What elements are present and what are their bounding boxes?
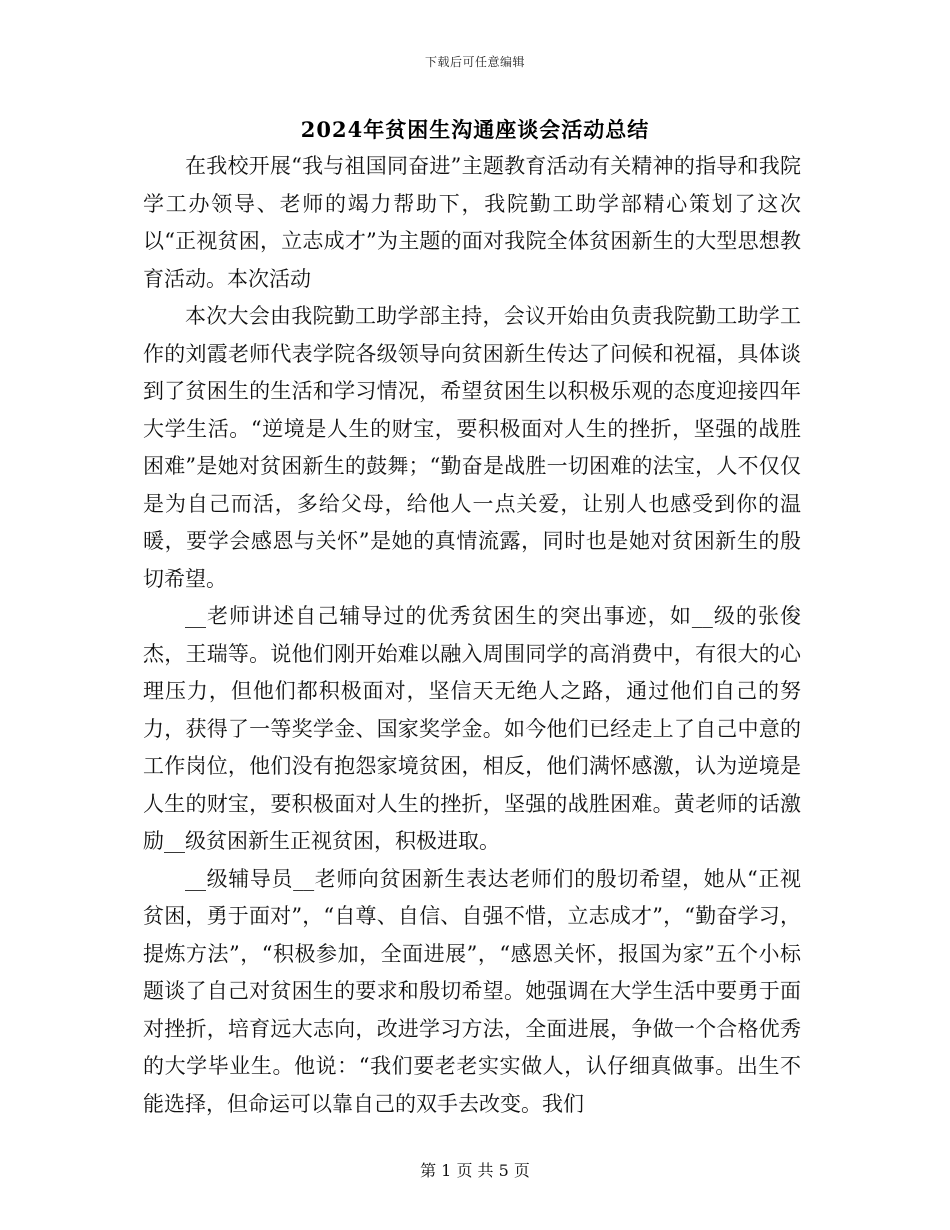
header-note: 下载后可任意编辑 bbox=[424, 55, 525, 69]
document-title: 2024年贫困生沟通座谈会活动总结 bbox=[300, 117, 650, 142]
document-body bbox=[143, 148, 801, 1123]
page-footer: 第 1 页 共 5 页 bbox=[420, 1161, 530, 1180]
paragraph-2: 本次大会由我院勤工助学部主持，会议开始由负责我院勤工助学工作的刘霞老师代表学院各级领导向贫困新生传达了问候和祝福，具体谈到了贫困生的生活和学习情况，希望贫困生以积极乐观的态度迎接四年大学生活。“逆境是人生的财宝，要积极面对人生的挫折，坚强的战胜困难”是她对贫困新生的鼓舞；“勤奋是战胜一切困难的法宝，人不仅仅是为自己而活，多给父母，给他人一点关爱，让别人也感受到你的温暖，要学会感恩与关怀”是她的真情流露，同时也是她对贫困新生的殷切希望。 bbox=[143, 304, 801, 591]
paragraph-3: __老师讲述自己辅导过的优秀贫困生的突出事迹，如__级的张俊杰，王瑞等。说他们刚开始难以融入周围同学的高消费中，有很大的心理压力，但他们都积极面对，坚信天无绝人之路，通过他们自己的努力，获得了一等奖学金、国家奖学金。如今他们已经走上了自己中意的工作岗位，他们没有抱怨家境贫困，相反，他们满怀感激，认为逆境是人生的财宝，要积极面对人生的挫折，坚强的战胜困难。黄老师的话激励__级贫困新生正视贫困，积极进取。 bbox=[143, 604, 801, 853]
paragraph-4: __级辅导员__老师向贫困新生表达老师们的殷切希望，她从“正视贫困，勇于面对”，“自尊、自信、自强不惜，立志成才”，“勤奋学习，提炼方法”，“积极参加，全面进展”，“感恩关怀，报国为家”五个小标题谈了自己对贫困生的要求和殷切希望。她强调在大学生活中要勇于面对挫折，培育远大志向，改进学习方法，全面进展，争做一个合格优秀的大学毕业生。他说：“我们要老老实实做人，认仔细真做事。出生不能选择，但命运可以靠自己的双手去改变。我们 bbox=[143, 866, 801, 1116]
paragraph-1: 在我校开展“我与祖国同奋进”主题教育活动有关精神的指导和我院学工办领导、老师的竭力帮助下，我院勤工助学部精心策划了这次以“正视贫困，立志成才”为主题的面对我院全体贫困新生的大型思想教育活动。本次活动 bbox=[143, 154, 801, 291]
